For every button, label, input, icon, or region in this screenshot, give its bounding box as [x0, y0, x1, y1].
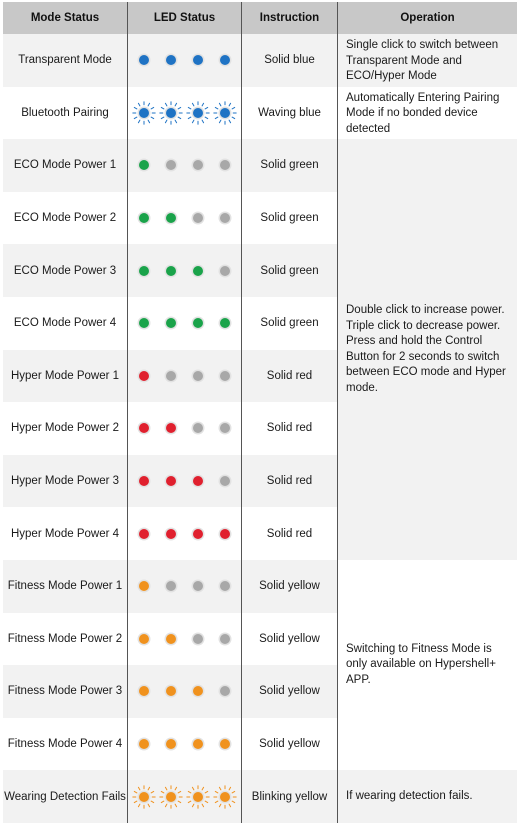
led-indicator-3 [192, 422, 204, 434]
instruction-cell: Solid red [241, 350, 337, 403]
led-indicator-1 [138, 159, 150, 171]
mode-status-cell: ECO Mode Power 3 [3, 244, 127, 297]
led-indicator-1 [138, 422, 150, 434]
mode-status-cell: Fitness Mode Power 2 [3, 613, 127, 666]
led-indicator-4 [219, 633, 231, 645]
led-indicator-1 [138, 212, 150, 224]
led-indicator-2 [165, 475, 177, 487]
led-indicator-3 [192, 370, 204, 382]
led-indicator-4 [219, 791, 231, 803]
led-indicator-2 [165, 107, 177, 119]
led-indicator-3 [192, 317, 204, 329]
mode-status-cell: Fitness Mode Power 1 [3, 560, 127, 613]
led-indicator-4 [219, 107, 231, 119]
mode-status-cell: Fitness Mode Power 4 [3, 718, 127, 771]
mode-status-cell: ECO Mode Power 4 [3, 297, 127, 350]
instruction-cell: Solid green [241, 139, 337, 192]
operation-wearing: If wearing detection fails. [337, 770, 517, 823]
header-operation: Operation [337, 2, 517, 34]
led-status-cell [127, 770, 241, 823]
led-indicator-1 [138, 738, 150, 750]
led-indicator-2 [165, 265, 177, 277]
led-indicator-4 [219, 738, 231, 750]
led-indicator-2 [165, 791, 177, 803]
led-status-cell [127, 350, 241, 403]
led-status-cell [127, 297, 241, 350]
led-status-cell [127, 455, 241, 508]
led-indicator-3 [192, 212, 204, 224]
led-indicator-4 [219, 685, 231, 697]
led-indicator-1 [138, 633, 150, 645]
mode-status-cell: Fitness Mode Power 3 [3, 665, 127, 718]
led-indicator-4 [219, 54, 231, 66]
instruction-cell: Solid red [241, 402, 337, 455]
led-indicator-3 [192, 107, 204, 119]
instruction-cell: Solid yellow [241, 718, 337, 771]
instruction-cell: Solid blue [241, 34, 337, 87]
led-indicator-2 [165, 370, 177, 382]
led-status-cell [127, 718, 241, 771]
led-indicator-4 [219, 212, 231, 224]
led-indicator-2 [165, 528, 177, 540]
led-indicator-4 [219, 422, 231, 434]
led-indicator-3 [192, 580, 204, 592]
led-indicator-2 [165, 738, 177, 750]
led-indicator-3 [192, 528, 204, 540]
led-status-cell [127, 34, 241, 87]
instruction-cell: Waving blue [241, 87, 337, 140]
led-indicator-2 [165, 685, 177, 697]
led-indicator-1 [138, 475, 150, 487]
mode-status-cell: Hyper Mode Power 3 [3, 455, 127, 508]
mode-status-cell: Hyper Mode Power 2 [3, 402, 127, 455]
led-indicator-1 [138, 54, 150, 66]
instruction-cell: Solid yellow [241, 665, 337, 718]
led-indicator-3 [192, 738, 204, 750]
instruction-cell: Solid red [241, 507, 337, 560]
led-indicator-1 [138, 370, 150, 382]
led-status-cell [127, 244, 241, 297]
led-indicator-4 [219, 317, 231, 329]
led-indicator-1 [138, 528, 150, 540]
operation-transparent: Single click to switch between Transparent Mode and ECO/Hyper Mode [337, 34, 517, 87]
led-status-cell [127, 665, 241, 718]
led-indicator-1 [138, 685, 150, 697]
led-indicator-2 [165, 159, 177, 171]
instruction-cell: Solid yellow [241, 613, 337, 666]
led-indicator-2 [165, 633, 177, 645]
led-indicator-3 [192, 54, 204, 66]
led-status-cell [127, 192, 241, 245]
led-indicator-4 [219, 370, 231, 382]
led-indicator-3 [192, 633, 204, 645]
instruction-cell: Blinking yellow [241, 770, 337, 823]
led-indicator-3 [192, 685, 204, 697]
led-indicator-3 [192, 791, 204, 803]
instruction-cell: Solid green [241, 297, 337, 350]
mode-status-cell: Hyper Mode Power 1 [3, 350, 127, 403]
led-indicator-4 [219, 528, 231, 540]
led-indicator-2 [165, 422, 177, 434]
led-indicator-1 [138, 791, 150, 803]
led-status-cell [127, 560, 241, 613]
instruction-cell: Solid red [241, 455, 337, 508]
led-indicator-2 [165, 317, 177, 329]
led-indicator-4 [219, 475, 231, 487]
led-indicator-1 [138, 265, 150, 277]
led-indicator-1 [138, 107, 150, 119]
led-indicator-4 [219, 265, 231, 277]
led-status-cell [127, 87, 241, 140]
led-indicator-1 [138, 317, 150, 329]
mode-status-cell: Bluetooth Pairing [3, 87, 127, 140]
mode-status-cell: ECO Mode Power 1 [3, 139, 127, 192]
instruction-cell: Solid green [241, 192, 337, 245]
led-status-cell [127, 613, 241, 666]
led-indicator-2 [165, 212, 177, 224]
mode-status-cell: Hyper Mode Power 4 [3, 507, 127, 560]
led-indicator-4 [219, 580, 231, 592]
led-status-cell [127, 139, 241, 192]
mode-status-cell: Transparent Mode [3, 34, 127, 87]
led-indicator-3 [192, 265, 204, 277]
header-instruction: Instruction [241, 2, 337, 34]
led-indicator-4 [219, 159, 231, 171]
instruction-cell: Solid green [241, 244, 337, 297]
mode-status-cell: ECO Mode Power 2 [3, 192, 127, 245]
operation-fitness: Switching to Fitness Mode is only available on Hypershell+ APP. [337, 560, 517, 770]
led-indicator-3 [192, 475, 204, 487]
led-indicator-2 [165, 54, 177, 66]
led-indicator-3 [192, 159, 204, 171]
led-status-cell [127, 402, 241, 455]
header-led-status: LED Status [127, 2, 241, 34]
led-indicator-2 [165, 580, 177, 592]
operation-eco-hyper: Double click to increase power. Triple click to decrease power. Press and hold the Control Button for 2 seconds to switch between ECO mode and Hyper mode. [337, 139, 517, 560]
mode-status-cell: Wearing Detection Fails [3, 770, 127, 823]
header-mode-status: Mode Status [3, 2, 127, 34]
led-indicator-1 [138, 580, 150, 592]
instruction-cell: Solid yellow [241, 560, 337, 613]
led-status-table [3, 2, 517, 814]
led-status-cell [127, 507, 241, 560]
operation-pairing: Automatically Entering Pairing Mode if no bonded device detected [337, 87, 517, 140]
